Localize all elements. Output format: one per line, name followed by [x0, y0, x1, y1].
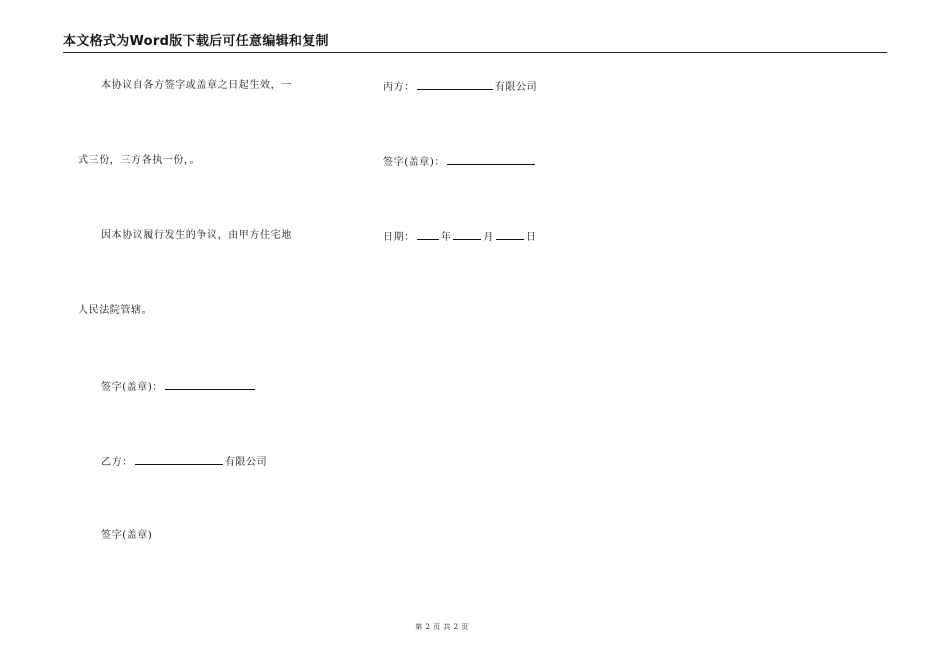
month-blank: [453, 229, 481, 240]
date-line: [383, 229, 537, 245]
party-b-name-blank: [135, 454, 223, 465]
month-label: 月: [483, 232, 495, 243]
party-b-suffix: 有限公司: [224, 457, 268, 468]
party-c-name-blank: [417, 79, 493, 90]
day-blank: [496, 229, 524, 240]
clause-dispute-line-1: 因本协议履行发生的争议，由甲方住宅地: [101, 230, 292, 241]
year-blank: [417, 229, 439, 240]
party-c-signature-blank: [447, 154, 535, 165]
party-c-signature-label: 签字(盖章)：: [383, 157, 446, 168]
page-header: [63, 34, 887, 53]
clause-dispute-line-2: 人民法院管辖。: [78, 305, 153, 316]
day-label: 日: [526, 232, 537, 243]
year-label: 年: [440, 232, 452, 243]
signature-blank: [165, 379, 255, 390]
party-c-signature-line: [383, 154, 537, 170]
party-b-line: [101, 454, 267, 470]
party-c-label: 丙方：: [383, 82, 415, 93]
signature-line-2: 签字(盖章): [101, 530, 153, 541]
date-label: 日期：: [383, 232, 415, 243]
header-title: 本文格式为Word版下载后可任意编辑和复制: [63, 34, 329, 49]
page-number: 第 2 页 共 2 页: [415, 623, 469, 631]
party-c-line: [383, 79, 537, 95]
signature-line-1: [101, 379, 257, 395]
clause-effective-line-2: 式三份，三方各执一份，。: [78, 155, 201, 166]
clause-effective-line-1: 本协议自各方签字或盖章之日起生效，一: [101, 80, 292, 91]
signature-label: 签字(盖章)：: [101, 382, 164, 393]
party-c-suffix: 有限公司: [494, 82, 538, 93]
party-b-label: 乙方：: [101, 457, 133, 468]
